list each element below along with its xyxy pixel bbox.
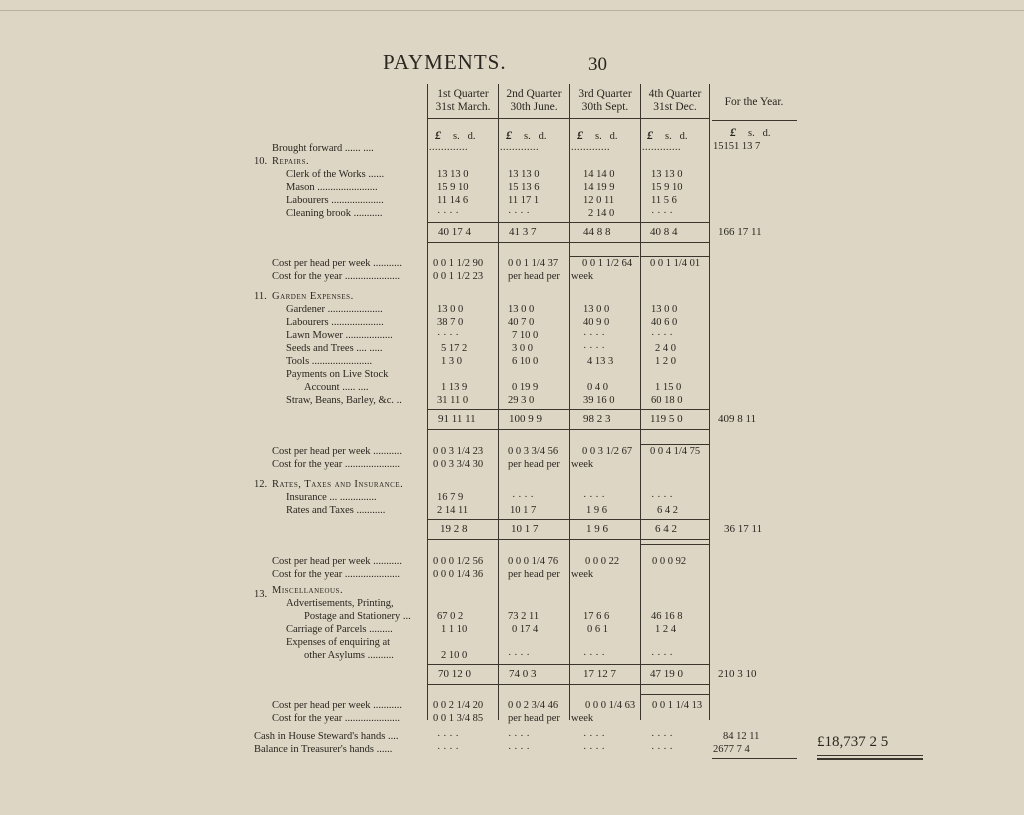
q4-rates: 6 4 2: [657, 505, 678, 516]
pence-unit: d.: [467, 131, 476, 142]
q4-head-13: 0 0 1 1/4 13: [652, 700, 703, 711]
q1-cash: · · · ·: [437, 731, 459, 742]
label-cost-head-11: Cost per head per week ...........: [272, 446, 403, 457]
total-rule: [427, 222, 710, 223]
q2-total-12: 10 1 7: [511, 523, 539, 535]
label-expenses-2: other Asylums ..........: [304, 650, 394, 661]
q4-total-13: 47 19 0: [650, 668, 683, 680]
section-13-number: 13.: [254, 589, 268, 600]
year-total-13: 210 3 10: [718, 668, 757, 680]
grand-total-underline: [817, 755, 923, 756]
q4-labourers-11: 40 6 0: [651, 317, 678, 328]
cost-rule: [640, 256, 709, 257]
per-head-text-12: per head per: [508, 569, 560, 580]
q2-insurance: · · · ·: [512, 492, 534, 503]
q3-tools: 4 13 3: [587, 356, 614, 367]
q1-lawn: · · · ·: [437, 330, 459, 341]
q2-mason: 15 13 6: [508, 182, 540, 193]
cost-rule: [640, 544, 709, 545]
pence-unit: d.: [762, 128, 771, 139]
cost-rule: [569, 256, 639, 257]
label-balance: Balance in Treasurer's hands ......: [254, 744, 393, 755]
label-cash: Cash in House Steward's hands ....: [254, 731, 399, 742]
label-labourers-11: Labourers ....................: [286, 317, 384, 328]
q3-head-13: 0 0 0 1/4 63: [585, 700, 636, 711]
label-cost-year-11: Cost for the year .....................: [272, 459, 401, 470]
q1-year-12: 0 0 0 1/4 36: [433, 569, 484, 580]
column-rule: [498, 84, 499, 720]
q3-labourers-11: 40 9 0: [583, 317, 610, 328]
q3-rates: 1 9 6: [586, 505, 607, 516]
section-11-number: 11.: [254, 291, 267, 302]
q4-carriage: 1 2 4: [655, 624, 676, 635]
q4-head-11: 0 0 4 1/4 75: [650, 446, 701, 457]
dots-q2: .............: [500, 142, 539, 153]
q1-clerk: 13 13 0: [437, 169, 469, 180]
q1-straw: 31 11 0: [437, 395, 469, 406]
q4-labourers: 11 5 6: [651, 195, 677, 206]
q2-adv: 73 2 11: [508, 611, 540, 622]
column-header-q2: [501, 88, 567, 114]
q2-tools: 6 10 0: [512, 356, 539, 367]
q4-straw: 60 18 0: [651, 395, 683, 406]
balance-rule: [712, 758, 797, 759]
q4-mason: 15 9 10: [651, 182, 683, 193]
q3-cleaning: 2 14 0: [588, 208, 615, 219]
units-q3: [577, 128, 617, 143]
q3-cash: · · · ·: [583, 731, 605, 742]
q4-gardener: 13 0 0: [651, 304, 678, 315]
total-rule: [427, 409, 710, 410]
q3-clerk: 14 14 0: [583, 169, 615, 180]
q1-cleaning: · · · ·: [437, 208, 459, 219]
dots-q3: .............: [571, 142, 610, 153]
week-text-10: week: [571, 271, 594, 282]
shillings-unit: s.: [453, 131, 460, 142]
q2-lawn: 7 10 0: [512, 330, 539, 341]
q3-head-10: 0 0 1 1/2 64: [582, 258, 633, 269]
label-cleaning-brook: Cleaning brook ...........: [286, 208, 383, 219]
label-insurance: Insurance ... ..............: [286, 492, 377, 503]
q2-head-11: 0 0 3 3/4 56: [508, 446, 559, 457]
label-clerk: Clerk of the Works ......: [286, 169, 385, 180]
q1-labourers-11: 38 7 0: [437, 317, 464, 328]
q4-expenses: · · · ·: [651, 650, 673, 661]
q4-clerk: 13 13 0: [651, 169, 683, 180]
q4-seeds: 2 4 0: [655, 343, 676, 354]
q3-head-11: 0 0 3 1/2 67: [582, 446, 633, 457]
q3-total-11: 98 2 3: [583, 413, 611, 425]
label-expenses-1: Expenses of enquiring at: [286, 637, 391, 648]
q1-tools: 1 3 0: [441, 356, 462, 367]
q3-lawn: · · · ·: [583, 330, 605, 341]
column-header-q4-text: 4th Quarter 31st Dec.: [648, 88, 702, 113]
label-gardener: Gardener .....................: [286, 304, 383, 315]
column-header-q3: [572, 88, 638, 114]
q1-year-13: 0 0 1 3/4 85: [433, 713, 484, 724]
shillings-unit: s.: [595, 131, 602, 142]
column-rule: [640, 84, 641, 720]
section-13-title: Miscellaneous.: [272, 585, 344, 596]
q3-labourers: 12 0 11: [583, 195, 615, 206]
q2-gardener: 13 0 0: [508, 304, 535, 315]
label-tools: Tools .......................: [286, 356, 373, 367]
q1-year-10: 0 0 1 1/2 23: [433, 271, 484, 282]
week-text-12: week: [571, 569, 594, 580]
year-cash: 84 12 11: [723, 731, 760, 742]
q2-live: 0 19 9: [512, 382, 539, 393]
q1-total-10: 40 17 4: [438, 226, 471, 238]
column-header-q1: [430, 88, 496, 114]
week-text-13: week: [571, 713, 594, 724]
grand-total-double-underline: [817, 758, 923, 760]
units-year: [730, 125, 770, 140]
units-q4: [647, 128, 687, 143]
total-rule: [427, 684, 710, 685]
pence-unit: d.: [538, 131, 547, 142]
units-q1: [435, 128, 475, 143]
total-rule: [427, 664, 710, 665]
q1-carriage: 1 1 10: [441, 624, 468, 635]
q2-labourers: 11 17 1: [508, 195, 540, 206]
q2-cash: · · · ·: [508, 731, 530, 742]
q1-mason: 15 9 10: [437, 182, 469, 193]
dots-q4: .............: [642, 142, 681, 153]
page-title: PAYMENTS.: [383, 50, 507, 74]
shillings-unit: s.: [665, 131, 672, 142]
cost-rule: [640, 444, 709, 445]
q4-lawn: · · · ·: [651, 330, 673, 341]
q2-head-13: 0 0 2 3/4 46: [508, 700, 559, 711]
pence-unit: d.: [679, 131, 688, 142]
q3-insurance: · · · ·: [583, 492, 605, 503]
q2-cleaning: · · · ·: [508, 208, 530, 219]
q4-live: 1 15 0: [655, 382, 682, 393]
pound-sign: £: [730, 125, 736, 139]
label-payments-live-1: Payments on Live Stock: [286, 369, 389, 380]
q4-total-11: 119 5 0: [650, 413, 683, 425]
label-cost-year-12: Cost for the year .....................: [272, 569, 401, 580]
column-header-q3-text: 3rd Quarter 30th Sept.: [578, 88, 632, 113]
label-carriage: Carriage of Parcels .........: [286, 624, 393, 635]
section-10-title: Repairs.: [272, 156, 310, 167]
q1-head-13: 0 0 2 1/4 20: [433, 700, 484, 711]
q2-straw: 29 3 0: [508, 395, 535, 406]
q1-head-10: 0 0 1 1/2 90: [433, 258, 484, 269]
q2-total-13: 74 0 3: [509, 668, 537, 680]
q1-head-11: 0 0 3 1/4 23: [433, 446, 484, 457]
column-header-q2-text: 2nd Quarter 30th June.: [506, 88, 562, 113]
q1-adv: 67 0 2: [437, 611, 464, 622]
q1-total-13: 70 12 0: [438, 668, 471, 680]
label-rates: Rates and Taxes ...........: [286, 505, 386, 516]
q4-insurance: · · · ·: [651, 492, 673, 503]
section-12-number: 12.: [254, 479, 268, 490]
q4-adv: 46 16 8: [651, 611, 683, 622]
q2-labourers-11: 40 7 0: [508, 317, 535, 328]
q2-expenses: · · · ·: [508, 650, 530, 661]
q1-live: 1 13 9: [441, 382, 468, 393]
label-payments-live-2: Account ..... ....: [304, 382, 369, 393]
q2-carriage: 0 17 4: [512, 624, 539, 635]
header-rule: [427, 118, 710, 119]
per-head-text-13: per head per: [508, 713, 560, 724]
label-straw: Straw, Beans, Barley, &c. ..: [286, 395, 402, 406]
value-brought-forward-year: 15151 13 7: [713, 141, 761, 152]
label-labourers: Labourers ....................: [286, 195, 384, 206]
units-q2: [506, 128, 546, 143]
q4-tools: 1 2 0: [655, 356, 676, 367]
q4-cleaning: · · · ·: [651, 208, 673, 219]
pound-sign: £: [435, 128, 441, 142]
q4-total-10: 40 8 4: [650, 226, 678, 238]
total-rule: [427, 429, 710, 430]
page-edge-line: [0, 10, 1024, 11]
page-number: 30: [588, 54, 607, 75]
label-seeds: Seeds and Trees .... .....: [286, 343, 383, 354]
q1-insurance: 16 7 9: [437, 492, 464, 503]
column-rule: [569, 84, 570, 720]
q1-total-12: 19 2 8: [440, 523, 468, 535]
q1-gardener: 13 0 0: [437, 304, 464, 315]
per-head-text-11: per head per: [508, 459, 560, 470]
week-text-11: week: [571, 459, 594, 470]
q3-total-13: 17 12 7: [583, 668, 616, 680]
q1-expenses: 2 10 0: [441, 650, 468, 661]
column-header-q4: [642, 88, 708, 114]
label-cost-head-12: Cost per head per week ...........: [272, 556, 403, 567]
pound-sign: £: [577, 128, 583, 142]
grand-total: £18,737 2 5: [817, 734, 889, 750]
q3-gardener: 13 0 0: [583, 304, 610, 315]
q1-year-11: 0 0 3 3/4 30: [433, 459, 484, 470]
total-rule: [427, 242, 710, 243]
total-rule: [427, 519, 710, 520]
q3-head-12: 0 0 0 22: [585, 556, 620, 567]
cost-rule: [640, 694, 709, 695]
label-brought-forward: Brought forward ...... ....: [272, 143, 374, 154]
q1-head-12: 0 0 0 1/2 56: [433, 556, 484, 567]
q3-total-12: 1 9 6: [586, 523, 608, 535]
q3-straw: 39 16 0: [583, 395, 615, 406]
q4-total-12: 6 4 2: [655, 523, 677, 535]
column-rule: [427, 84, 428, 720]
q2-rates: 10 1 7: [510, 505, 537, 516]
dots-q1: .............: [429, 142, 468, 153]
label-cost-head-13: Cost per head per week ...........: [272, 700, 403, 711]
q4-cash: · · · ·: [651, 731, 673, 742]
section-10-number: 10.: [254, 156, 268, 167]
label-cost-year-10: Cost for the year .....................: [272, 271, 401, 282]
q3-carriage: 0 6 1: [587, 624, 608, 635]
q3-balance: · · · ·: [583, 744, 605, 755]
label-cost-year-13: Cost for the year .....................: [272, 713, 401, 724]
label-mason: Mason .......................: [286, 182, 378, 193]
label-cost-head-10: Cost per head per week ...........: [272, 258, 403, 269]
pence-unit: d.: [609, 131, 618, 142]
q1-total-11: 91 11 11: [438, 413, 476, 425]
q2-head-10: 0 0 1 1/4 37: [508, 258, 559, 269]
year-total-10: 166 17 11: [718, 226, 762, 238]
q2-head-12: 0 0 0 1/4 76: [508, 556, 559, 567]
header-rule: [712, 120, 797, 121]
column-header-year: [712, 96, 796, 109]
q3-live: 0 4 0: [587, 382, 608, 393]
per-head-text-10: per head per: [508, 271, 560, 282]
label-adv-2: Postage and Stationery ...: [304, 611, 411, 622]
q3-expenses: · · · ·: [583, 650, 605, 661]
total-rule: [427, 539, 710, 540]
year-total-11: 409 8 11: [718, 413, 757, 425]
column-header-q1-text: 1st Quarter 31st March.: [435, 88, 491, 113]
label-adv-1: Advertisements, Printing,: [286, 598, 394, 609]
section-12-title: Rates, Taxes and Insurance.: [272, 479, 404, 490]
column-rule: [709, 84, 710, 720]
shillings-unit: s.: [524, 131, 531, 142]
q4-head-12: 0 0 0 92: [652, 556, 687, 567]
q1-labourers: 11 14 6: [437, 195, 469, 206]
q3-adv: 17 6 6: [583, 611, 610, 622]
q2-total-10: 41 3 7: [509, 226, 537, 238]
q1-balance: · · · ·: [437, 744, 459, 755]
q1-rates: 2 14 11: [437, 505, 469, 516]
pound-sign: £: [506, 128, 512, 142]
pound-sign: £: [647, 128, 653, 142]
q3-total-10: 44 8 8: [583, 226, 611, 238]
q3-mason: 14 19 9: [583, 182, 615, 193]
q3-seeds: · · · ·: [583, 343, 605, 354]
q4-head-10: 0 0 1 1/4 01: [650, 258, 701, 269]
q2-balance: · · · ·: [508, 744, 530, 755]
q1-seeds: 5 17 2: [441, 343, 468, 354]
q2-total-11: 100 9 9: [509, 413, 542, 425]
section-11-title: Garden Expenses.: [272, 291, 354, 302]
year-balance: 2677 7 4: [713, 744, 750, 755]
column-header-year-text: For the Year.: [724, 96, 784, 108]
year-total-12: 36 17 11: [724, 523, 763, 535]
q4-balance: · · · ·: [651, 744, 673, 755]
label-lawn-mower: Lawn Mower ..................: [286, 330, 393, 341]
q2-clerk: 13 13 0: [508, 169, 540, 180]
q2-seeds: 3 0 0: [512, 343, 533, 354]
shillings-unit: s.: [748, 128, 755, 139]
